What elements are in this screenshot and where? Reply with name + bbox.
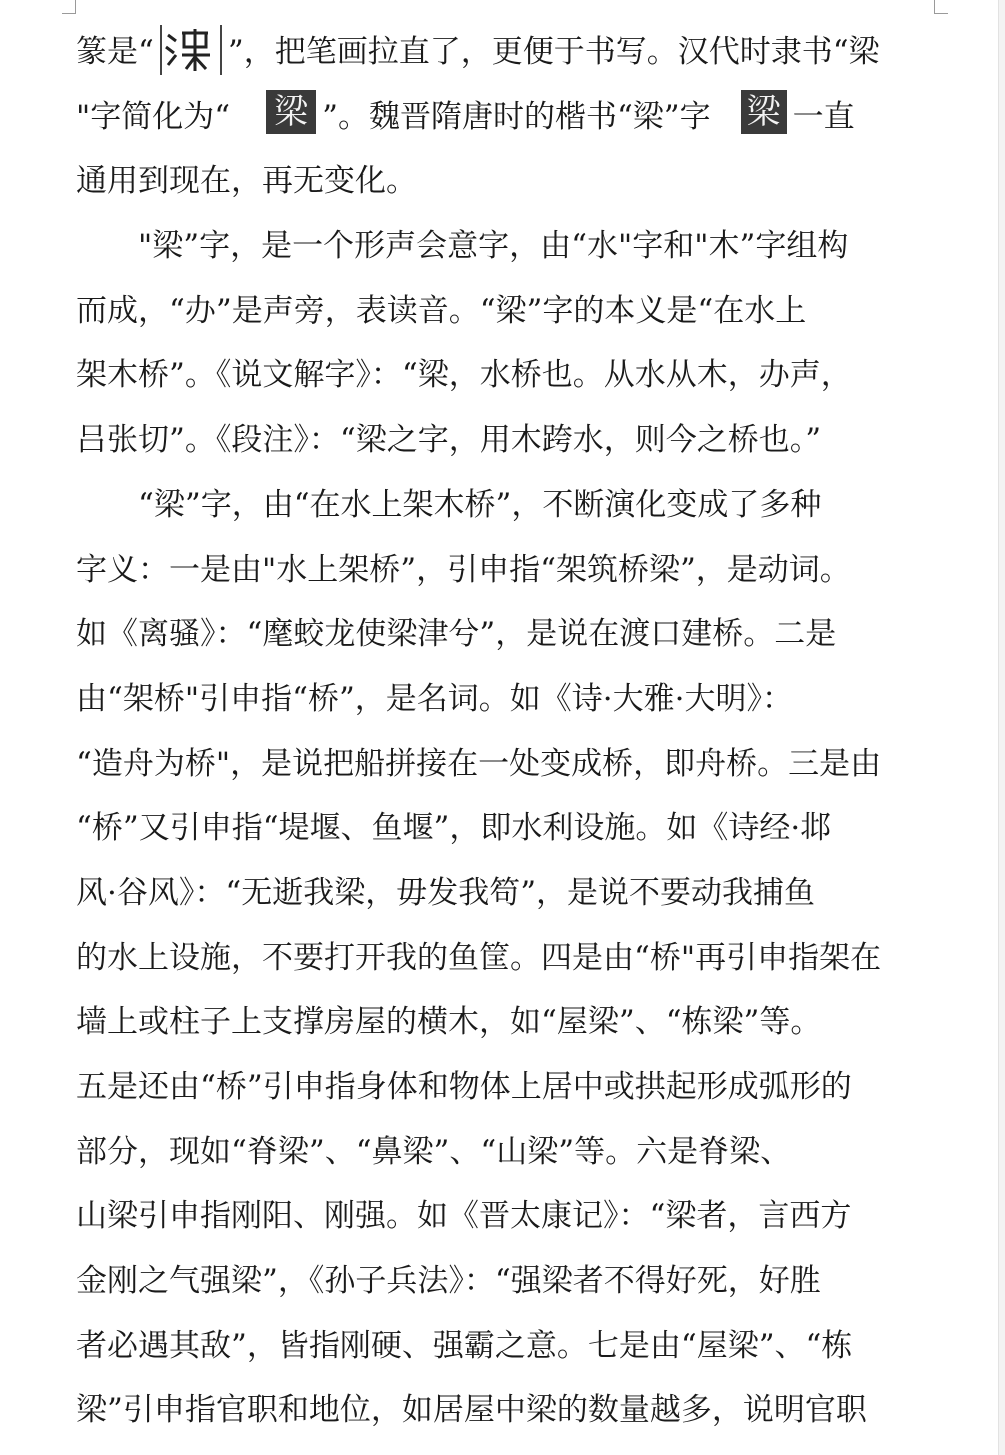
text-line	[76, 1120, 936, 1185]
text-line	[76, 20, 936, 85]
text-line	[76, 149, 936, 214]
text-run: "字简化为“	[76, 98, 231, 135]
text-line	[76, 732, 936, 797]
text-run: “梁”字，由“在水上架木桥”，不断演化变成了多种	[138, 486, 822, 523]
vertical-scrollbar[interactable]	[998, 0, 1005, 1455]
text-line	[76, 343, 936, 408]
page-corner-mark-left	[75, 0, 76, 14]
text-run: ”，把笔画拉直了，更便于书写。汉代时隶书“梁	[227, 34, 880, 70]
text-line	[76, 214, 936, 279]
text-line	[76, 1055, 936, 1120]
text-run: 一直	[792, 98, 855, 135]
text-line	[76, 1249, 936, 1314]
text-run: 的水上设施，不要打开我的鱼筐。四是由“桥"再引申指架在	[76, 939, 882, 976]
text-run: 金刚之气强梁”，《孙子兵法》：“强梁者不得好死，好胜	[76, 1263, 821, 1300]
text-line	[76, 796, 936, 861]
text-run: 架木桥”。《说文解字》：“梁，水桥也。从水从木，办声，	[76, 357, 852, 394]
text-line	[76, 602, 936, 667]
text-run: 如《离骚》：“麾蛟龙使梁津兮”，是说在渡口建桥。二是	[76, 616, 837, 653]
text-run: 部分，现如“脊梁”、“鼻梁”、“山梁”等。六是脊梁、	[76, 1133, 792, 1170]
text-run: 吕张切”。《段注》：“梁之字，用木跨水，则今之桥也。”	[76, 422, 822, 459]
text-line	[76, 926, 936, 991]
text-line	[76, 1184, 936, 1249]
text-run: “造舟为桥"，是说把船拼接在一处变成桥，即舟桥。三是由	[76, 745, 882, 782]
text-line	[76, 538, 936, 603]
text-line	[76, 667, 936, 732]
clerical-script-liang-image: 梁	[266, 90, 316, 134]
text-run: 字义：一是由"水上架桥”，引申指“架筑桥梁”，是动词。	[76, 551, 851, 588]
text-run: 由“架桥"引申指“桥”，是名词。如《诗·大雅·大明》：	[76, 680, 794, 717]
text-run: 而成，“办”是声旁，表读音。“梁”字的本义是“在水上	[76, 292, 807, 329]
page-corner-mark-left-horizontal	[62, 13, 76, 14]
page-corner-mark-right	[934, 0, 935, 14]
text-line	[76, 861, 936, 926]
text-run: 梁”引申指官职和地位，如居屋中梁的数量越多，说明官职	[76, 1392, 867, 1429]
text-run: 墙上或柱子上支撑房屋的横木，如“屋梁”、“栋梁”等。	[76, 1004, 822, 1041]
text-line	[76, 1314, 936, 1379]
text-run: ”。魏晋隋唐时的楷书“梁”字	[322, 98, 711, 135]
seal-script-liang-image	[160, 25, 222, 75]
text-run: 者必遇其敌”，皆指刚硬、强霸之意。七是由“屋梁”、“栋	[76, 1327, 853, 1364]
text-line	[76, 990, 936, 1055]
text-line	[76, 1378, 936, 1443]
text-line	[76, 85, 936, 150]
text-run: “桥”又引申指“堤堰、鱼堰”，即水利设施。如《诗经·邶	[76, 810, 832, 847]
body-text	[76, 20, 936, 1443]
text-line	[76, 473, 936, 538]
text-run: 风·谷风》：“无逝我梁，毋发我笱”，是说不要动我捕鱼	[76, 874, 816, 911]
text-run: "梁”字，是一个形声会意字，由“水"字和"木”字组构	[138, 228, 849, 265]
text-line	[76, 279, 936, 344]
text-run: 五是还由“桥”引申指身体和物体上居中或拱起形成弧形的	[76, 1069, 852, 1105]
regular-script-liang-image: 梁	[741, 90, 787, 134]
text-line	[76, 408, 936, 473]
text-run: 篆是“	[76, 34, 154, 70]
text-run: 通用到现在，再无变化。	[76, 163, 417, 200]
text-run: 山梁引申指刚阳、刚强。如《晋太康记》：“梁者，言西方	[76, 1198, 852, 1235]
page-corner-mark-right-horizontal	[934, 13, 948, 14]
